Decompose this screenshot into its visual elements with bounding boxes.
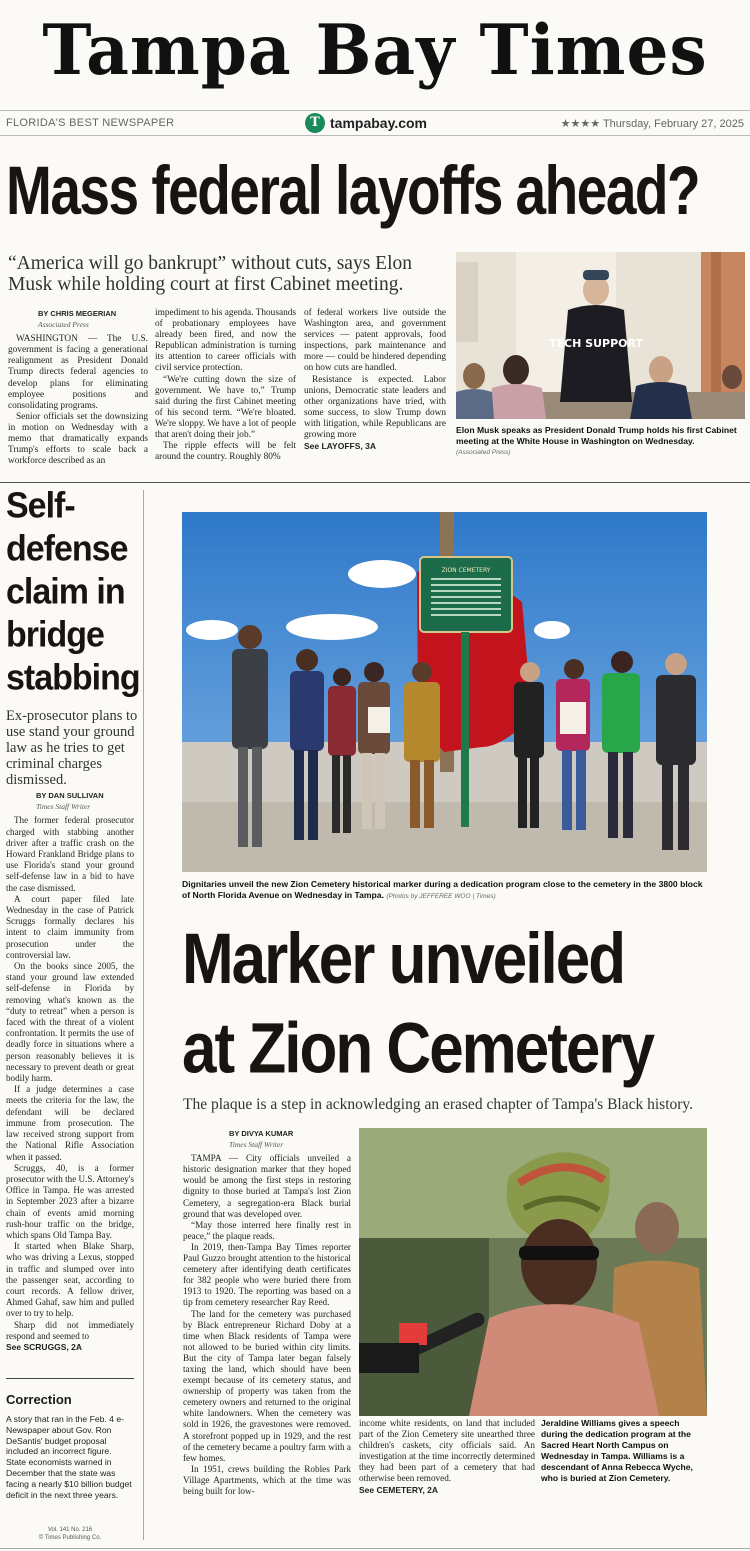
newspaper-title: Tampa Bay Times [42,9,708,91]
paragraph: In 2019, then-Tampa Bay Times reporter Paul Guzzo brought attention to the historical cemetery after identifying death certificates for 382 people who were buried there from 1913 to 1920. The reporting was based on a tip from cemetery researcher Ray Reed. [183,1241,351,1308]
paragraph: Senior officials set the downsizing in motion on Wednesday with a memo that dramatically expands Trump's efforts to scale back a workforce described as an [8,411,148,467]
paragraph: Sharp did not immediately respond and seemed to [6,1319,134,1341]
paragraph: “May those interred here finally rest in peace,” the plaque reads. [183,1219,351,1241]
masthead-strip [0,110,750,136]
headline-line: Marker unveiled [182,919,625,999]
edition-date [561,117,744,130]
headline-line: at Zion Cemetery [182,1009,654,1089]
website-label: tampabay.com [330,115,427,131]
shirt-print: TECH SUPPORT [549,337,643,350]
paragraph: “We're cutting down the size of government. We have to,” Trump said during the first Cabinet meeting of his second term. “We're bloated. We're sloppy. We have a lot of people that aren't doing their job.” [155,374,296,441]
divider [0,482,750,483]
plaque-title: ZION CEMETERY [441,567,491,574]
times-logo-icon: T [305,113,325,133]
scruggs-jump-link[interactable]: See SCRUGGS, 2A [6,1341,83,1352]
paragraph: On the books since 2005, the stand your ground law extended self-defense in Florida by removing what's known as the “duty to retreat” when a person is faced with the threat of a violent confrontation. It permits the use of deadly force in situations where a person reasonably believes it is necessary to prevent death or great bodily harm. [6,961,134,1084]
paragraph: A court paper filed late Wednesday in the case of Patrick Scruggs formally declares his intent to claim immunity from prosecution under the controversial law. [6,893,134,960]
copyright: © Times Publishing Co. [38,1535,102,1541]
correction-text: A story that ran in the Feb. 4 e-Newspaper about Gov. Ron DeSantis' budget proposal included an incorrect figure. State economists warned in December that the state was facing a nearly $10 billion budget deficit in the next three years. [6,1414,132,1500]
cemetery-deck: The plaque is a step in acknowledging an erased chapter of Tampa's Black history. [183,1096,694,1113]
divider [0,1548,750,1549]
lead-headline[interactable]: Mass federal layoffs ahead? [6,151,700,229]
side-story-body [6,790,134,1353]
masthead [0,0,750,110]
correction-title: Correction [6,1392,72,1407]
paragraph: TAMPA — City officials unveiled a historic designation marker that they hoped would be among the first steps in restoring dignity to those buried at Tampa's lost Zion Cemetery, a segregation-era Black burial ground that was developed over. [183,1153,351,1219]
cemetery-column-2 [359,1418,535,1496]
cemetery-byline-role: Times Staff Writer [229,1140,284,1150]
date-label: Thursday, February 27, 2025 [602,118,744,130]
lead-byline-role: Associated Press [38,320,89,330]
edition-stars: ★★★★ [560,118,601,130]
lead-column-3 [304,308,446,452]
lead-deck: “America will go bankrupt” without cuts, says Elon Musk while holding court at first Cabinet meeting. [8,253,412,295]
photo-credit: (Associated Press) [456,449,511,456]
paragraph: The former federal prosecutor charged with stabbing another driver after a traffic crash on the Howard Frankland Bridge plans to use Florida's stand your ground self-defense law in a bid to have the case dismissed. [6,815,134,893]
marker-photo-illustration [182,512,707,872]
paragraph: If a judge determines a case meets the criteria for the law, the defendant will be declared immune from prosecution. The law received strong support from the National Rifle Association when it passed. [6,1084,134,1162]
layoffs-jump-link[interactable]: See LAYOFFS, 3A [304,441,376,452]
side-byline: BY DAN SULLIVAN [36,791,104,800]
paragraph: WASHINGTON — The U.S. government is facing a generational realignment as President Donald Trump directs federal agencies to develop plans for eliminating employee positions and consolidating programs. [8,334,148,411]
column-rule [143,490,144,1540]
paragraph: The land for the cemetery was purchased by Black entrepreneur Richard Doby at a time when Black residents of Tampa were not allowed to be buried within city limits. But the city of Tampa later began falsely taxing the land, which should have been exempt because of its cemetery status, and ownership of property was taken from the cemetery owners and returned to the original white landowners. When the cemetery was sold in 1926, the gravestones were removed. A storefront popped up in 1929, and the rest of the cemetery became a poultry farm with a few homes. [183,1308,351,1463]
tagline: FLORIDA'S BEST NEWSPAPER [6,117,175,129]
lead-byline: BY CHRIS MEGERIAN [38,309,117,318]
marker-photo-caption [182,879,707,902]
cemetery-jump-link[interactable]: See CEMETERY, 2A [359,1484,439,1495]
paragraph: It started when Blake Sharp, who was driving a Lexus, stopped in traffic and slumped over into the passenger seat, according to court records. A fellow driver, Ahmed Gahaf, saw him and pulled over to try to help. [6,1241,134,1319]
speaker-photo-caption: Jeraldine Williams gives a speech during the dedication program at the Sacred Heart North Campus on Wednesday in Tampa. Williams is a descendant of Anna Rebecca Wyche, who is buried at Zion Cemetery. [541,1418,693,1483]
musk-photo-caption [456,425,745,458]
cemetery-column-1 [183,1128,351,1497]
cemetery-headline[interactable] [182,915,722,1094]
divider [6,1378,134,1379]
paragraph: Resistance is expected. Labor unions, Democratic state leaders and other organizations have tried, with some success, to slow Trump down with litigation, while Republicans are growing more [304,374,446,441]
side-byline-role: Times Staff Writer [36,802,91,812]
marker-photo [182,512,707,872]
paragraph: of federal workers live outside the Washington area, and government services — patent approvals, food inspections, park maintenance and more — could be hindered depending on how cuts are handled. [304,308,446,374]
volume-info [6,1526,134,1542]
speaker-photo-illustration [359,1128,707,1416]
photo-credit: (Photos by JEFFEREE WOO | Times) [386,893,496,900]
cemetery-byline: BY DIVYA KUMAR [229,1129,294,1138]
paragraph: impediment to his agenda. Thousands of probationary employees have already been fired, and now the Republican administration is turning its attention to career officials with civil service protection. [155,308,296,374]
musk-photo-illustration [456,252,745,419]
lead-column-1 [8,308,148,467]
paragraph: In 1951, crews building the Robles Park Village Apartments, which at the time was being built for low- [183,1463,351,1496]
paragraph: Scruggs, 40, is a former prosecutor with the U.S. Attorney's Office in Tampa. He was arrested in September 2023 after a bizarre chain of events amid morning rush-hour traffic on the bridge, which spans Old Tampa Bay. [6,1162,134,1240]
website-link[interactable] [305,113,427,133]
paragraph: The ripple effects will be felt around the country. Roughly 80% [155,441,296,463]
caption-text: Elon Musk speaks as President Donald Trump holds his first Cabinet meeting at the White House in Washington on Wednesday. [456,425,737,446]
musk-photo [456,252,745,419]
side-deck: Ex-prosecutor plans to use stand your ground law as he tries to get criminal charges dismissed. [6,708,138,788]
caption-text: Dignitaries unveil the new Zion Cemetery historical marker during a dedication program close to the cemetery in the 3800 block of North Florida Avenue on Wednesday in Tampa. [182,879,703,900]
lead-column-2 [155,308,296,463]
paragraph: income white residents, on land that included part of the Zion Cemetery site unearthed three children's caskets, city officials said. An investigation at the time incorrectly determined they had been part of a cemetery that had otherwise been removed. [359,1418,535,1484]
volume-number: Vol. 141 No. 216 [47,1527,93,1533]
speaker-photo [359,1128,707,1416]
side-headline[interactable]: Self-defense claim in bridge stabbing [6,485,140,699]
